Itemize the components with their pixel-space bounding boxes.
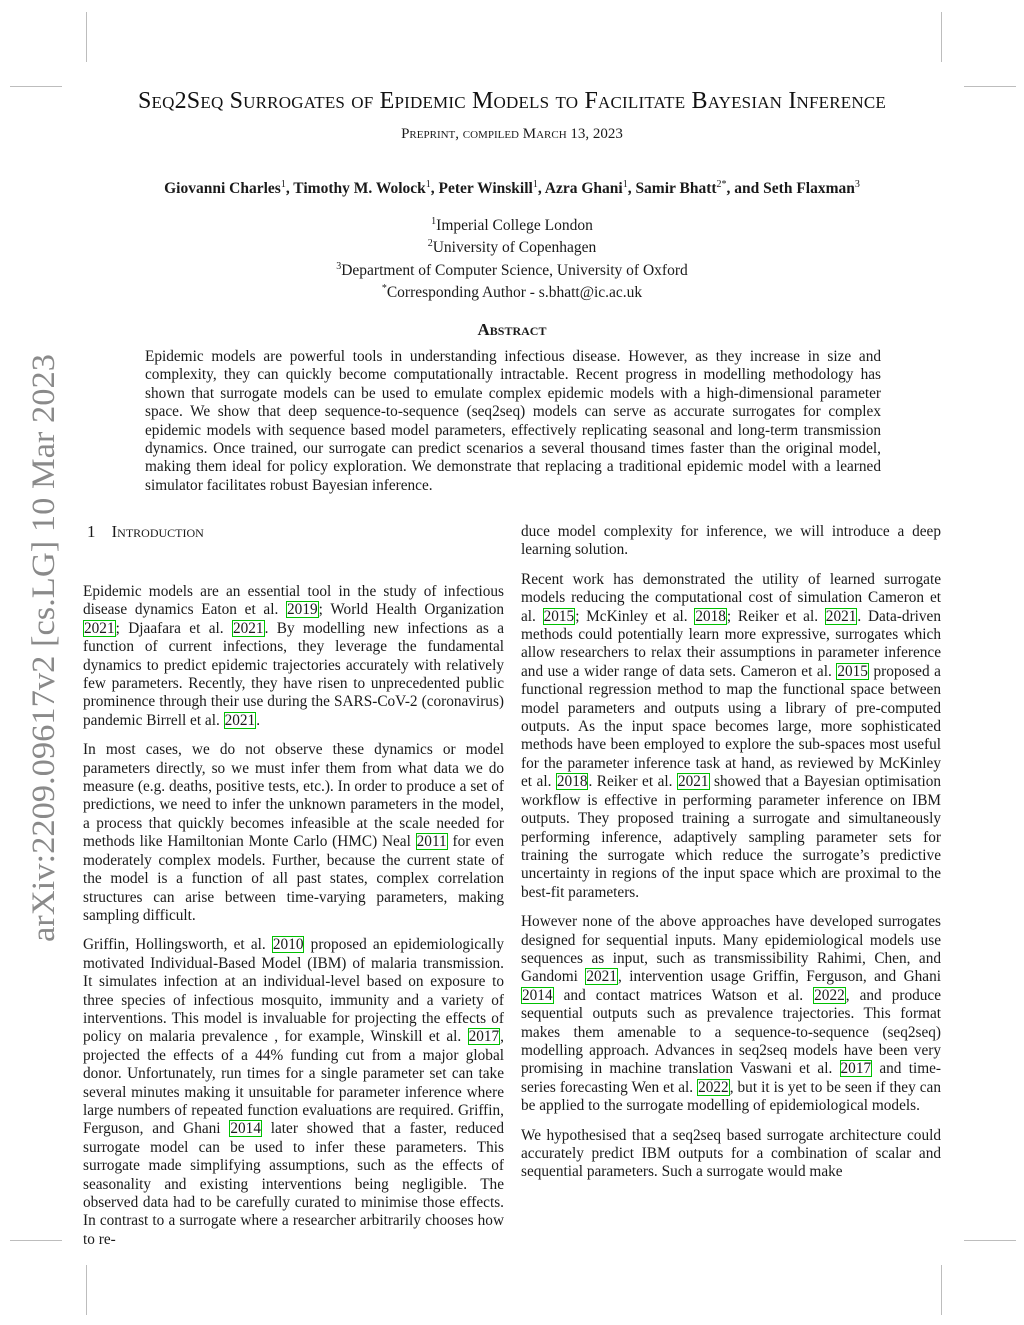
- citation-link[interactable]: 2019: [287, 601, 318, 619]
- paragraph: [521, 571, 941, 902]
- paragraph-text: proposed a functional regression method to map the functional space between model parameters and outputs using a library of pre-computed outputs. As the input space becomes large, more sophisticated methods have been employed to explore the sub-spaces most useful for the parameter inference task at hand, as reviewed by McKinley et al.: [521, 662, 941, 791]
- preprint-line: Preprint, compiled March 13, 2023: [401, 126, 623, 142]
- section-heading: [87, 522, 204, 542]
- abstract-body: Epidemic models are powerful tools in understanding infectious disease. However, as they increase in size and complexity, they can quickly become computationally intractable. Recent progress in modelling methodology has shown that surrogate models can be used to emulate complex epidemic models with a high-dimensional parameter space. We show that deep sequence-to-sequence (seq2seq) models can serve as accurate surrogates for complex epidemic models with sequence based model parameters, effectively replicating seasonal and long-term transmission dynamics. Once trained, our surrogate can predict scenarios a several thousand times faster than the original model, making them ideal for policy exploration. We demonstrate that replacing a traditional epidemic model with a learned simulator facilitates robust Bayesian inference.: [145, 348, 881, 494]
- citation-link[interactable]: 2017: [468, 1028, 500, 1046]
- crop-mark: [964, 86, 1016, 87]
- author-name: Peter Winskill: [438, 180, 533, 198]
- section-title: Introduction: [111, 522, 204, 541]
- affiliation-list: [0, 213, 1024, 302]
- citation-link[interactable]: 2015: [837, 662, 868, 680]
- author-name: Timothy M. Wolock: [293, 180, 426, 198]
- crop-mark: [10, 1240, 62, 1241]
- citation-link[interactable]: 2021: [232, 619, 264, 637]
- citation-link[interactable]: 2010: [272, 936, 304, 954]
- paragraph-text: ; Djaafara et al.: [115, 619, 232, 637]
- left-column: [83, 583, 504, 1260]
- paragraph-text: We hypothesised that a seq2seq based surrogate architecture could accurately predict IBM outputs for a combination of scalar and sequential parameters. Such a surrogate would make: [521, 1126, 941, 1181]
- affiliation-text: University of Copenhagen: [432, 239, 597, 257]
- affiliation-mark: 2: [427, 238, 433, 250]
- citation-link[interactable]: 2014: [230, 1120, 261, 1138]
- citation-link[interactable]: 2018: [556, 773, 588, 791]
- citation-link[interactable]: 2018: [695, 607, 726, 625]
- paragraph-text: Recent work has demonstrated the utility of learned surrogate models reducing the computational cost of simulation Cameron et al.: [521, 570, 941, 625]
- paragraph: [83, 936, 504, 1249]
- paragraph-text: .: [256, 711, 261, 729]
- paragraph-text: Epidemic models are an essential tool in the study of infectious disease dynamics Eaton et al.: [83, 583, 504, 619]
- paragraph-text: for even moderately complex models. Further, because the current state of the model is a function of all past states, complex correlation structures can arise between time-varying parameters, making sampling difficult.: [83, 833, 504, 924]
- arxiv-stamp: [22, 352, 62, 942]
- affiliation-line: [0, 235, 1024, 257]
- citation-link[interactable]: 2022: [814, 986, 845, 1004]
- author-affiliation-mark: 1: [280, 179, 286, 190]
- affiliation-line: [0, 280, 1024, 302]
- citation-link[interactable]: 2017: [840, 1060, 872, 1078]
- crop-mark: [964, 1240, 1016, 1241]
- abstract-heading: Abstract: [477, 320, 547, 339]
- author-affiliation-mark: 1: [425, 179, 431, 190]
- citation-link[interactable]: 2021: [84, 619, 115, 637]
- citation-link[interactable]: 2014: [522, 986, 553, 1004]
- affiliation-text: Imperial College London: [436, 217, 593, 235]
- paragraph: [521, 1127, 941, 1182]
- paragraph-text: Griffin, Hollingsworth, et al.: [83, 936, 272, 954]
- crop-mark: [86, 1265, 87, 1315]
- paragraph-continued: [521, 523, 941, 560]
- affiliation-text: Corresponding Author - s.bhatt@ic.ac.uk: [386, 284, 643, 302]
- citation-link[interactable]: 2011: [416, 833, 447, 851]
- author-affiliation-mark: 1: [622, 179, 628, 190]
- paragraph: [83, 583, 504, 730]
- paper-title: Seq2Seq Surrogates of Epidemic Models to Facilitate Bayesian Inference: [138, 88, 886, 114]
- paragraph-text: proposed an epidemiologically motivated Individual-Based Model (IBM) of malaria transmission. It simulates infection at an individual-level based on exposure to three species of infectious mosquito, immunity and a variety of interventions. This model is invaluable for projecting the effects of policy on malaria prevalence , for example, Winskill et al.: [83, 936, 505, 1046]
- crop-mark: [941, 1265, 942, 1315]
- affiliation-mark: *: [381, 283, 387, 295]
- crop-mark: [941, 12, 942, 62]
- paragraph: [521, 913, 941, 1115]
- paragraph-text: ; Reiker et al.: [726, 607, 825, 625]
- author-affiliation-mark: 3: [854, 179, 860, 190]
- paragraph-text: , but it is yet to be seen if they can be applied to the surrogate modelling of epidemiological models.: [521, 1078, 941, 1115]
- affiliation-mark: 1: [431, 216, 437, 227]
- author-list: Giovanni Charles$^1$, Timothy M. Wolock$^1$, Peter Winskill$^1$, Azra Ghani$^1$, Samir Bhatt$^{2*}$, and Seth Flaxman$^3$: [164, 179, 860, 198]
- paragraph-text: In most cases, we do not observe these dynamics or model parameters directly, so we must infer them from what data we do measure (e.g. deaths, positive tests, etc.). In order to produce a set of predictions, we need to infer the unknown parameters in the model, a process that quickly becomes infeasible at the scale needed for methods like Hamiltonian Monte Carlo (HMC) Neal: [83, 741, 504, 851]
- paragraph-text: and contact matrices Watson et al.: [553, 986, 814, 1004]
- paragraph-text: and time-series forecasting Wen et al.: [521, 1060, 941, 1096]
- paragraph-text: . By modelling new infections as a function of current infections, they leverage the fundamental dynamics to predict epidemic trajectories accurately with relatively few parameters. Recently, they have risen to unprecedented public prominence through their use during the SARS-CoV-2 (coronavirus) pandemic Birrell et al.: [83, 619, 504, 729]
- arxiv-stamp-text: arXiv:2209.09617v2 [cs.LG] 10 Mar 2023: [26, 379, 62, 942]
- citation-link[interactable]: 2021: [677, 773, 709, 791]
- citation-link[interactable]: 2022: [698, 1078, 729, 1096]
- affiliation-line: [0, 258, 1024, 280]
- author-affiliation-mark: 1: [532, 179, 538, 190]
- citation-link[interactable]: 2021: [586, 968, 617, 986]
- paragraph-text: . Data-driven methods could potentially learn more expressive, surrogates which allow researchers to relax their assumptions in parameter inference and use a wider range of data sets. Cameron et al.: [521, 607, 941, 680]
- citation-link[interactable]: 2015: [543, 607, 575, 625]
- author-name: Azra Ghani: [544, 180, 623, 198]
- citation-link[interactable]: 2021: [825, 607, 857, 625]
- affiliation-text: Department of Computer Science, University of Oxford: [341, 261, 688, 279]
- affiliation-mark: 3: [336, 260, 342, 272]
- paragraph-text: However none of the above approaches have developed surrogates designed for sequential inputs. Many epidemiological models use sequences as input, such as transmissibility Rahimi, Chen, and Gandomi: [521, 913, 941, 986]
- author-name: Samir Bhatt: [635, 180, 717, 198]
- paragraph-text: duce model complexity for inference, we will introduce a deep learning solution.: [521, 523, 941, 559]
- paragraph-text: . Reiker et al.: [588, 773, 677, 791]
- right-column: [521, 523, 941, 1193]
- section-number: 1: [87, 522, 96, 541]
- paragraph: [83, 741, 504, 925]
- paragraph-text: ; McKinley et al.: [575, 607, 695, 625]
- paragraph-text: later showed that a faster, reduced surrogate model can be used to infer these parameters. This surrogate made simplifying assumptions, such as the effects of seasonality and existing interventions being negligible. The observed data had to be carefully curated to minimise those effects. In contrast to a surrogate where a researcher arbitrarily chooses how to re-: [83, 1120, 505, 1248]
- crop-mark: [10, 86, 62, 87]
- citation-link[interactable]: 2021: [224, 711, 256, 729]
- paragraph-text: , and produce sequential outputs such as prevalence trajectories. This format makes them amenable to a sequence-to-sequence (seq2seq) modelling approach. Advances in seq2seq models have been very promising in machine translation Vaswani et al.: [521, 986, 942, 1078]
- paragraph-text: , intervention usage Griffin, Ferguson, and Ghani: [617, 968, 941, 986]
- crop-mark: [86, 12, 87, 62]
- paragraph-text: ; World Health Organization: [318, 601, 504, 619]
- author-name: Giovanni Charles: [164, 180, 281, 198]
- author-name: Seth Flaxman: [763, 180, 855, 198]
- author-affiliation-mark: 2*: [716, 179, 727, 190]
- paragraph-text: , projected the effects of a 44% funding cut from a major global donor. Unfortunately, run times for a single parameter set can take several minutes making it unsuitable for parameter inference where large numbers of repeated function evaluations are required. Griffin, Ferguson, and Ghani: [83, 1028, 504, 1138]
- paragraph-text: showed that a Bayesian optimisation workflow is effective in performing parameter inference on IBM outputs. They proposed training a surrogate and simultaneously performing inference, adaptively sampling parameter sets for training the surrogate which reduce the surrogate’s predictive uncertainty in regions of the input space which are proximal to the best-fit parameters.: [521, 773, 941, 901]
- affiliation-line: [0, 213, 1024, 235]
